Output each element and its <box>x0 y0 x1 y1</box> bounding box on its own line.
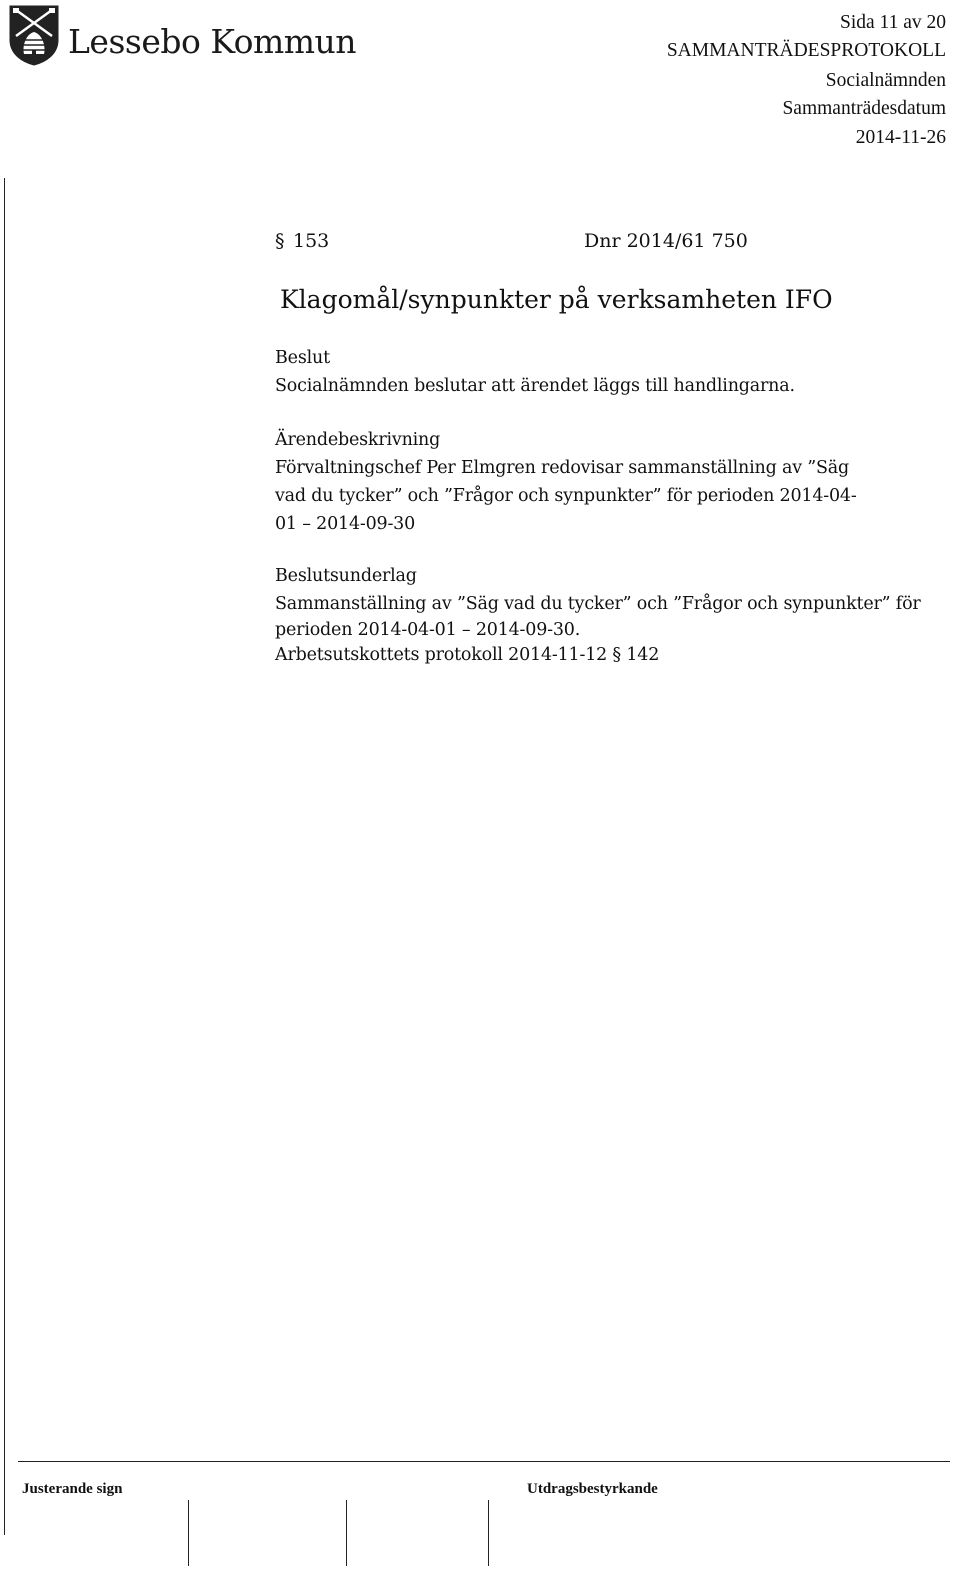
description-heading: Ärendebeskrivning <box>275 430 441 450</box>
margin-rule <box>4 178 5 1535</box>
meeting-date: 2014-11-26 <box>855 127 946 148</box>
beehive-crest-icon <box>8 4 60 66</box>
paragraph-number: 153 <box>293 230 330 252</box>
adjusting-signature-label: Justerande sign <box>22 1481 123 1497</box>
description-line: vad du tycker” och ”Frågor och synpunkter” för perioden 2014-04- <box>275 486 857 506</box>
paragraph-symbol: § <box>275 230 285 252</box>
decision-text: Socialnämnden beslutar att ärendet läggs till handlingarna. <box>275 376 795 396</box>
signature-box-divider <box>188 1500 189 1566</box>
signature-box-divider <box>346 1500 347 1566</box>
organ-name: Socialnämnden <box>825 70 946 91</box>
basis-heading: Beslutsunderlag <box>275 566 417 586</box>
basis-line: Arbetsutskottets protokoll 2014-11-12 § 142 <box>275 645 660 665</box>
basis-line: perioden 2014-04-01 – 2014-09-30. <box>275 620 581 640</box>
extract-certification-label: Utdragsbestyrkande <box>527 1481 658 1497</box>
basis-line: Sammanställning av ”Säg vad du tycker” och ”Frågor och synpunkter” för <box>275 594 921 614</box>
meeting-date-label: Sammanträdesdatum <box>782 98 946 119</box>
item-title: Klagomål/synpunkter på verksamheten IFO <box>280 285 833 314</box>
signature-box-divider <box>488 1500 489 1566</box>
description-line: 01 – 2014-09-30 <box>275 514 416 534</box>
logo-wordmark: Lessebo Kommun <box>68 22 357 61</box>
decision-heading: Beslut <box>275 348 330 368</box>
description-line: Förvaltningschef Per Elmgren redovisar sammanställning av ”Säg <box>275 458 850 478</box>
diary-number: Dnr 2014/61 750 <box>584 230 748 252</box>
footer-rule <box>18 1461 950 1462</box>
page-number: Sida 11 av 20 <box>840 12 946 33</box>
document-type: SAMMANTRÄDESPROTOKOLL <box>666 40 946 61</box>
